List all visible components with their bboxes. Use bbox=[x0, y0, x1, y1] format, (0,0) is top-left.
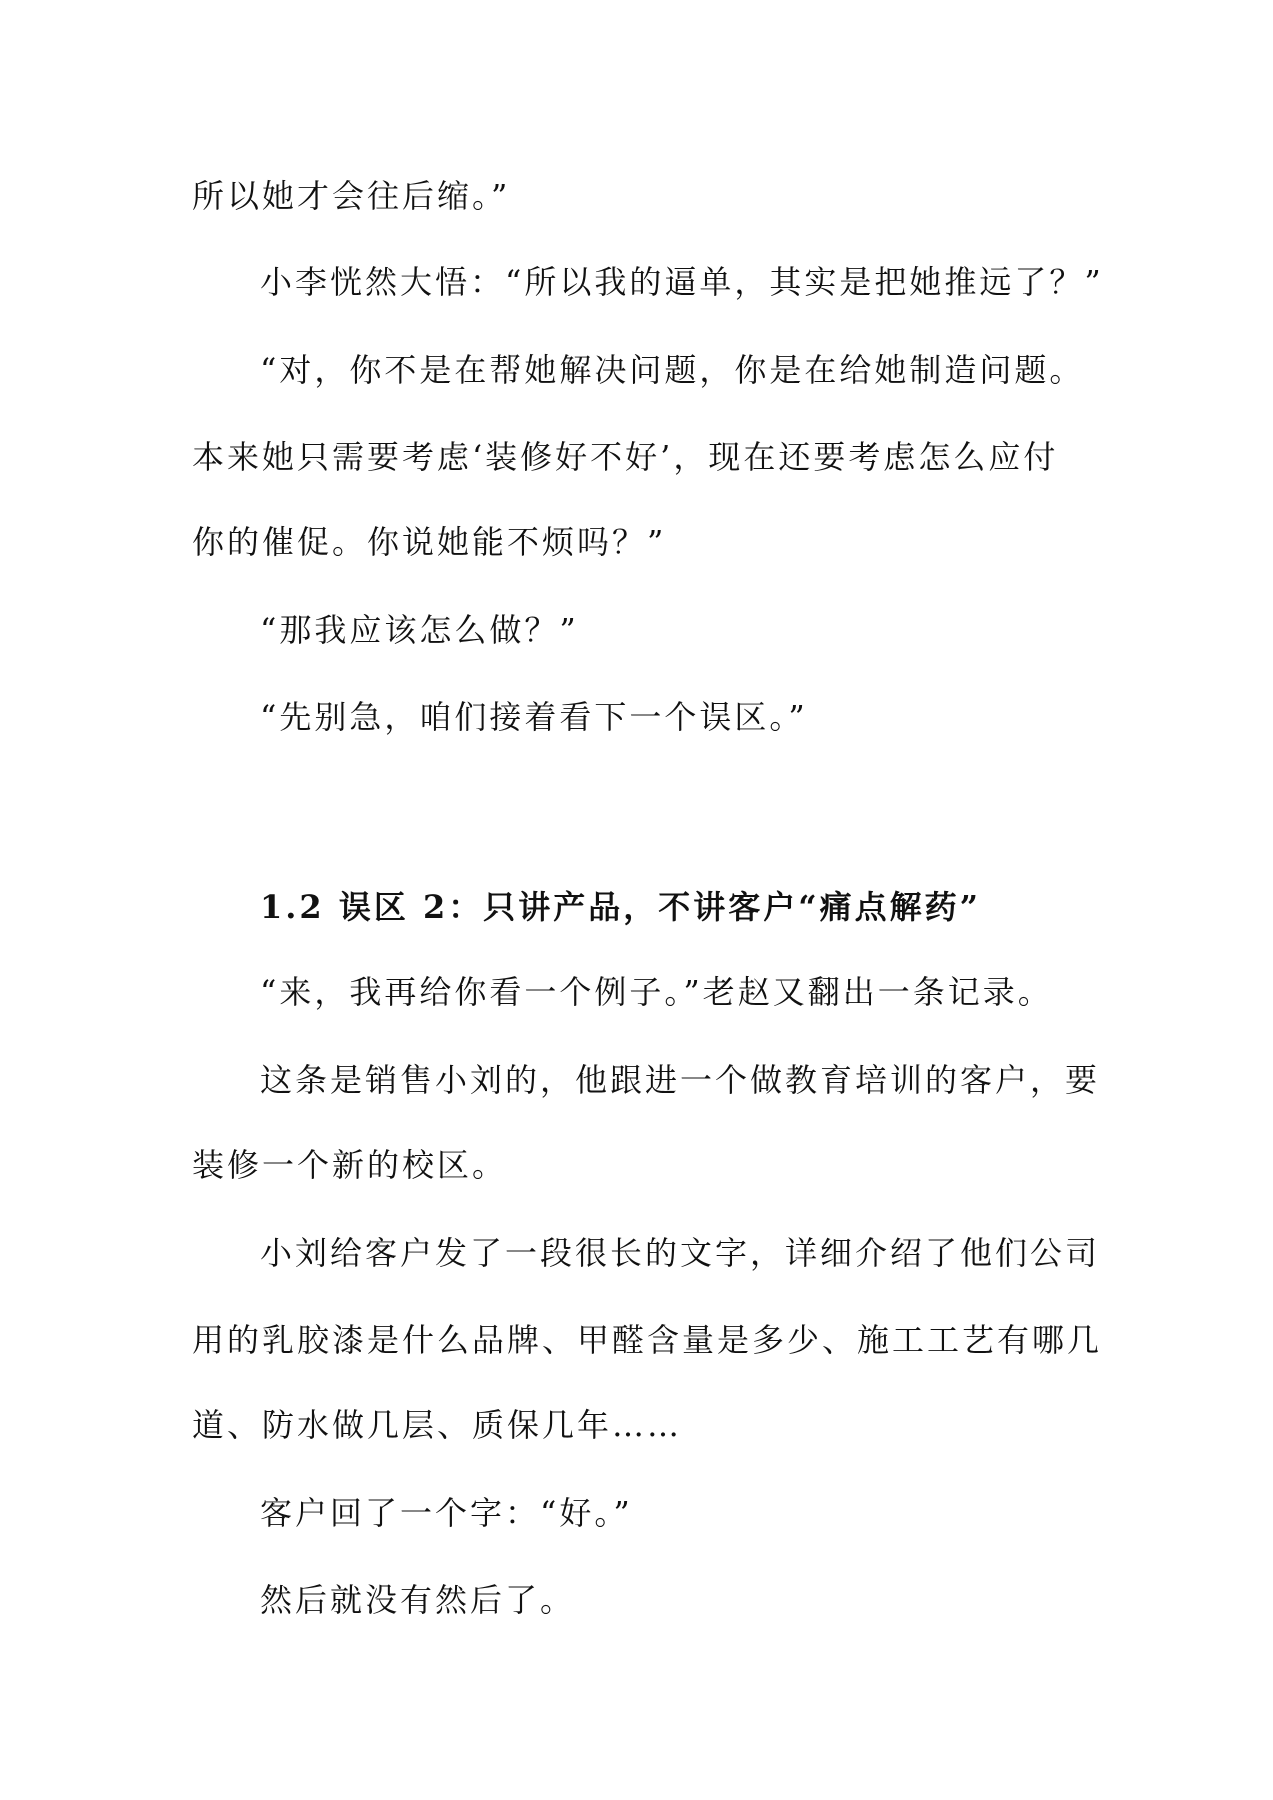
paragraph-line-12: 用的乳胶漆是什么品牌、甲醛含量是多少、施工工艺有哪几 bbox=[192, 1321, 1103, 1359]
paragraph-line-10: 装修一个新的校区。 bbox=[192, 1146, 508, 1184]
paragraph-line-8: “来，我再给你看一个例子。”老赵又翻出一条记录。 bbox=[260, 973, 1053, 1011]
paragraph-line-14: 客户回了一个字：“好。” bbox=[260, 1494, 633, 1532]
paragraph-line-4: 本来她只需要考虑‘装修好不好’，现在还要考虑怎么应付 bbox=[192, 438, 1059, 476]
paragraph-line-6: “那我应该怎么做？” bbox=[260, 611, 579, 649]
section-heading: 1.2 误区 2：只讲产品，不讲客户“痛点解药” bbox=[260, 888, 982, 926]
paragraph-line-5: 你的催促。你说她能不烦吗？” bbox=[192, 523, 667, 561]
paragraph-line-11: 小刘给客户发了一段很长的文字，详细介绍了他们公司 bbox=[260, 1234, 1101, 1272]
paragraph-line-7: “先别急，咱们接着看下一个误区。” bbox=[260, 698, 808, 736]
paragraph-line-2: 小李恍然大悟：“所以我的逼单，其实是把她推远了？” bbox=[260, 263, 1104, 301]
paragraph-line-13: 道、防水做几层、质保几年…… bbox=[192, 1406, 683, 1444]
paragraph-line-9: 这条是销售小刘的，他跟进一个做教育培训的客户，要 bbox=[260, 1061, 1101, 1099]
paragraph-line-15: 然后就没有然后了。 bbox=[260, 1581, 576, 1619]
paragraph-line-1: 所以她才会往后缩。” bbox=[192, 177, 511, 215]
paragraph-line-3: “对，你不是在帮她解决问题，你是在给她制造问题。 bbox=[260, 351, 1085, 389]
